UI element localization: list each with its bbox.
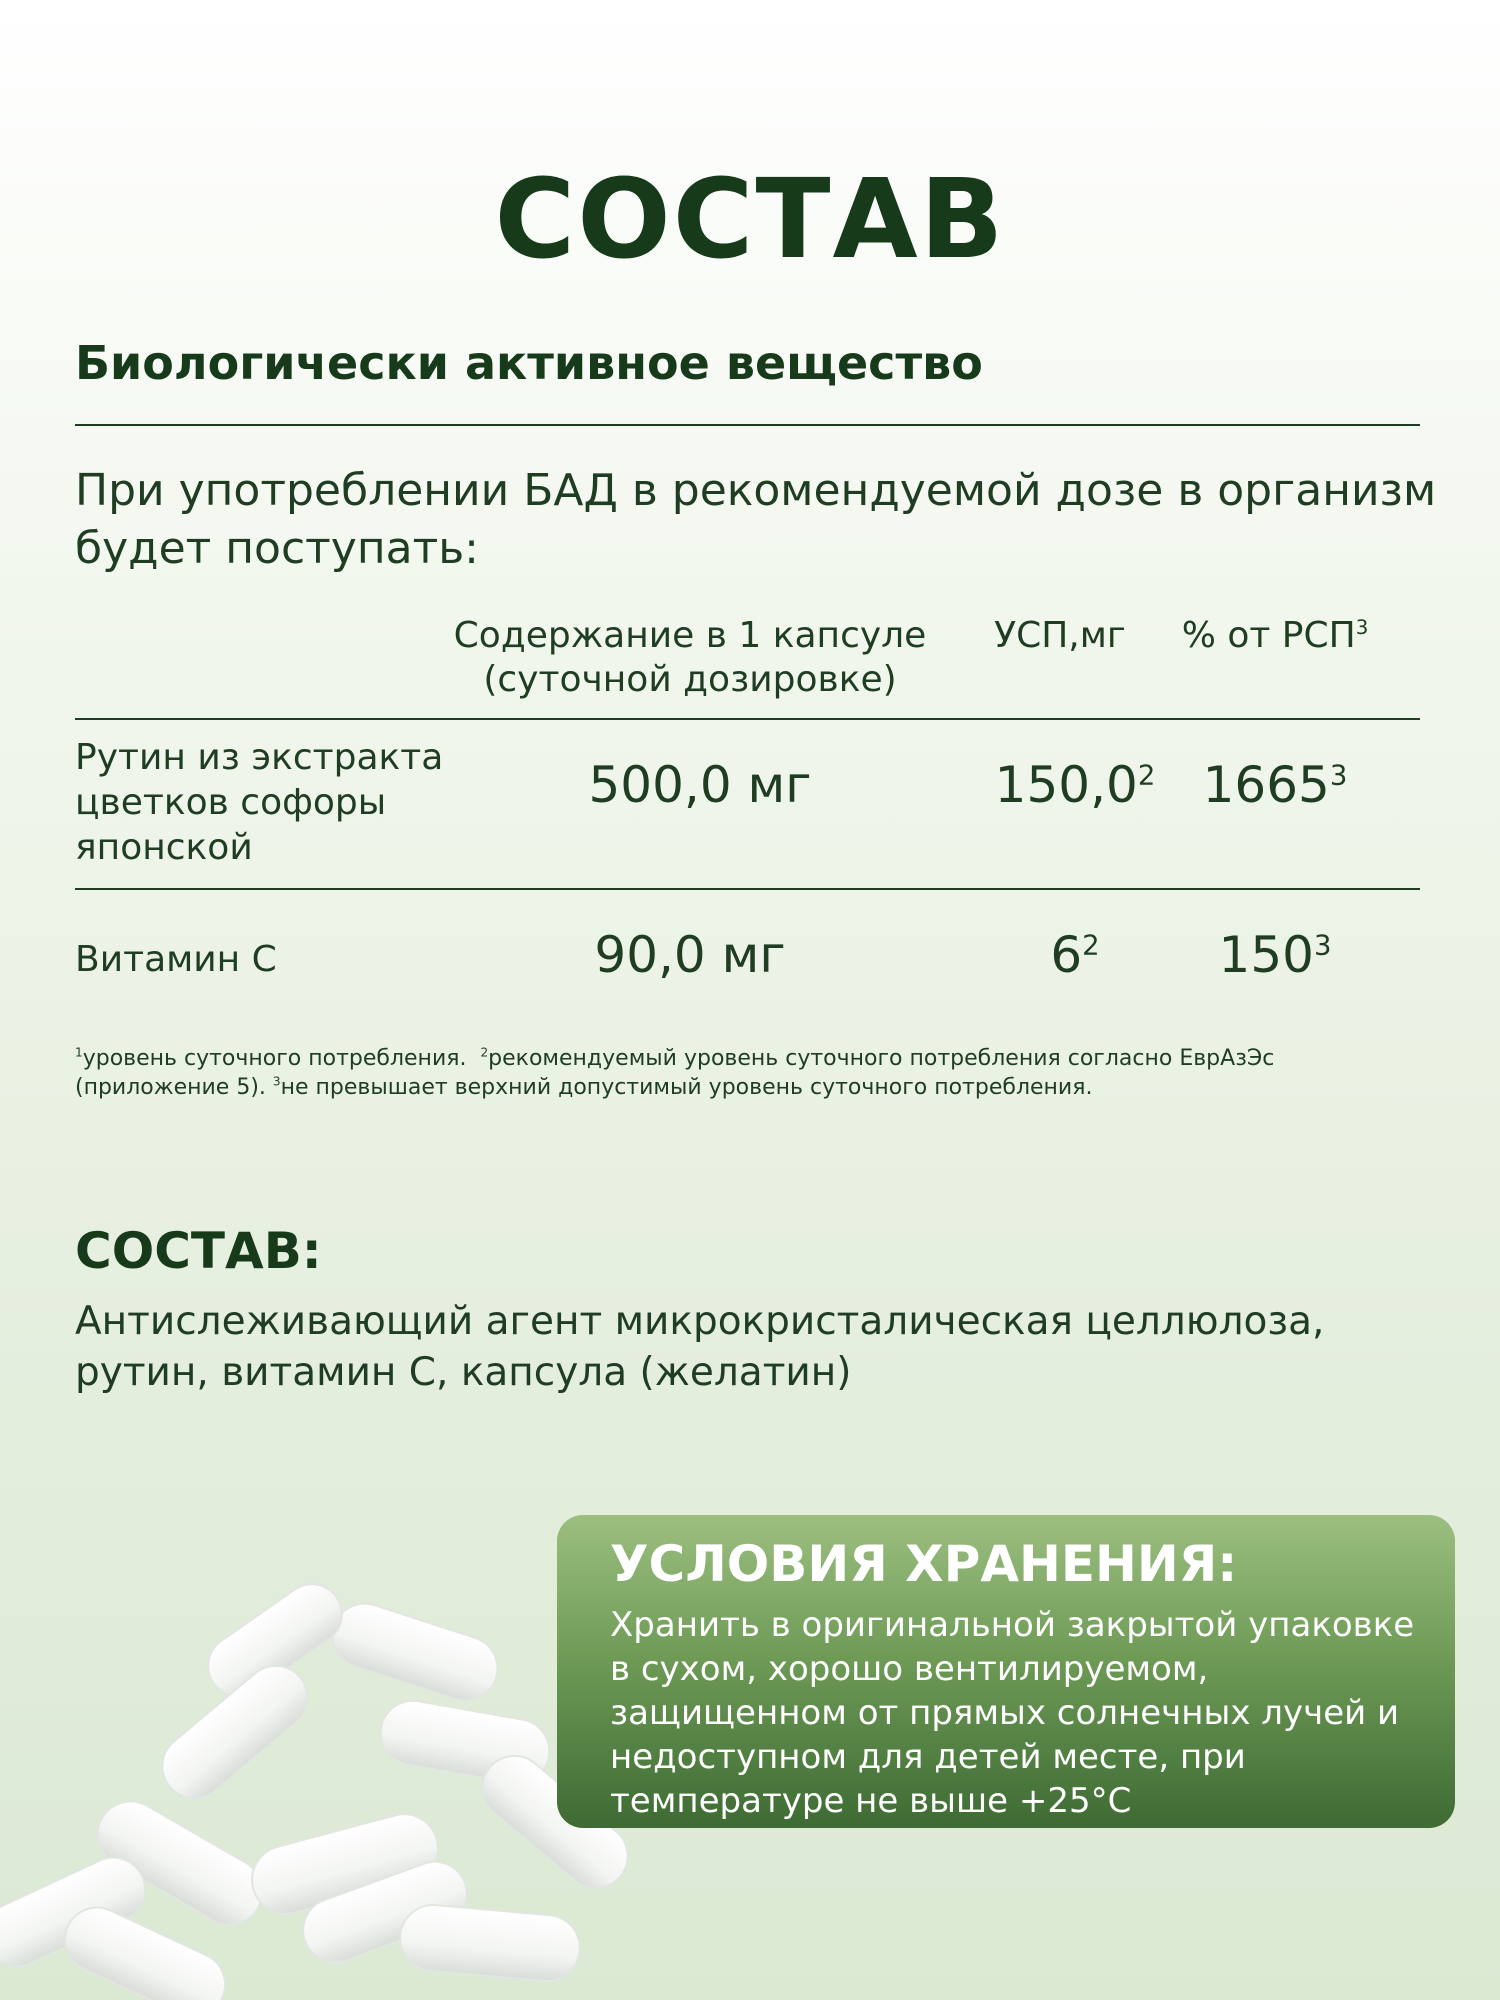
row-content-value: 500,0 мг [588,756,812,814]
row-rsp-value: 1665$^3$ [1202,756,1348,814]
composition-heading: СОСТАВ: [75,1222,322,1280]
table-divider [75,888,1420,890]
table-row-label: Витамин С [75,939,277,980]
column-header-usp: УСП,мг [994,615,1126,656]
footnotes: $^1$уровень суточного потребления. $^2$рекомендуемый уровень суточного потребления согласно ЕврАзЭс (приложение 5). $^3$не превышает верхний допустимый уровень суточного потребления. [75,1045,1275,1100]
table-row-label: Рутин из экстракта цветков софоры японской [75,737,444,868]
table-divider [75,718,1420,720]
capsule [324,1595,505,1708]
section-subheading: Биологически активное вещество [75,336,983,390]
row-usp-value: 150,0$^2$ [994,756,1156,814]
column-header-rsp: % от РСП$^3$ [1181,615,1369,656]
column-header-content: Содержание в 1 капсуле (суточной дозировке) [453,615,927,700]
storage-panel [557,1515,1455,1828]
row-content-value: 90,0 мг [594,926,786,984]
storage-heading: УСЛОВИЯ ХРАНЕНИЯ: [610,1535,1238,1593]
storage-text: Хранить в оригинальной закрытой упаковке в сухом, хорошо вентилируемом, защищенном от прямых солнечных лучей и недоступном для детей месте, при температуре не выше +25°С [610,1605,1415,1821]
divider [75,424,1420,426]
composition-text: Антислеживающий агент микрокристалическая целлюлоза, рутин, витамин С, капсула (желатин) [75,1299,1325,1395]
row-rsp-value: $150^3$ [1218,926,1332,984]
page-title: СОСТАВ [494,155,1006,283]
intro-text: При употреблении БАД в рекомендуемой дозе в организм будет поступать: [75,465,1437,574]
row-usp-value: $6^2$ [1050,926,1100,984]
capsule [397,1902,582,1983]
